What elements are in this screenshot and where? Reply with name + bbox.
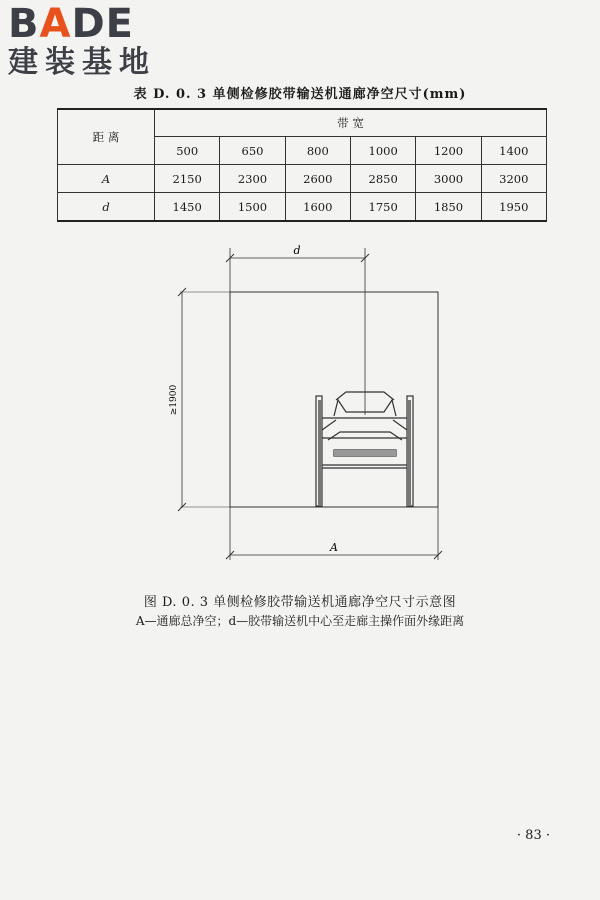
a-label: A [330, 541, 338, 554]
table-header-row [58, 109, 547, 137]
header-distance: 距 离 [58, 109, 155, 165]
table-cell: 1950 [481, 193, 546, 222]
corridor-diagram [0, 240, 600, 585]
table-cell: 2850 [350, 165, 415, 193]
height-label: ≥1900 [169, 384, 179, 416]
conveyor-frame [316, 392, 413, 506]
figure-caption: 图 D. 0. 3 单侧检修胶带输送机通廊净空尺寸示意图 [143, 595, 457, 610]
clearance-table [57, 108, 547, 222]
table-cell: 1450 [155, 193, 220, 222]
width-cell: 500 [155, 137, 220, 165]
d-label: d [293, 244, 301, 257]
width-cell: 1000 [350, 137, 415, 165]
logo-wordmark: BADE [8, 1, 134, 47]
width-cell: 1200 [416, 137, 481, 165]
table-cell: 2600 [285, 165, 350, 193]
header-belt-width: 带 宽 [155, 109, 547, 137]
table-cell: 3200 [481, 165, 546, 193]
table-cell: 1850 [416, 193, 481, 222]
width-cell: 650 [220, 137, 285, 165]
table-row [58, 193, 547, 222]
left-brace [322, 420, 336, 430]
row-label-d: d [58, 193, 155, 222]
width-cell: 1400 [481, 137, 546, 165]
table-cell: 1750 [350, 193, 415, 222]
table-cell: 2300 [220, 165, 285, 193]
bade-logo [8, 1, 156, 80]
table-cell: 3000 [416, 165, 481, 193]
width-cell: 800 [285, 137, 350, 165]
left-column-fill [318, 400, 322, 506]
right-brace [393, 420, 407, 430]
right-column-fill [407, 400, 411, 506]
table-row [58, 165, 547, 193]
logo-subtitle: 建装基地 [8, 45, 156, 80]
table-cell: 1500 [220, 193, 285, 222]
table-cell: 2150 [155, 165, 220, 193]
table-title: 表 D. 0. 3 单侧检修胶带输送机通廊净空尺寸(mm) [133, 87, 467, 102]
row-label-a: A [58, 165, 155, 193]
page-number: · 83 · [516, 828, 550, 843]
figure-legend: A—通廊总净空；d—胶带输送机中心至走廊主操作面外缘距离 [135, 614, 465, 628]
carrying-idlers [328, 432, 402, 440]
table-cell: 1600 [285, 193, 350, 222]
return-idler-fill [334, 450, 396, 456]
